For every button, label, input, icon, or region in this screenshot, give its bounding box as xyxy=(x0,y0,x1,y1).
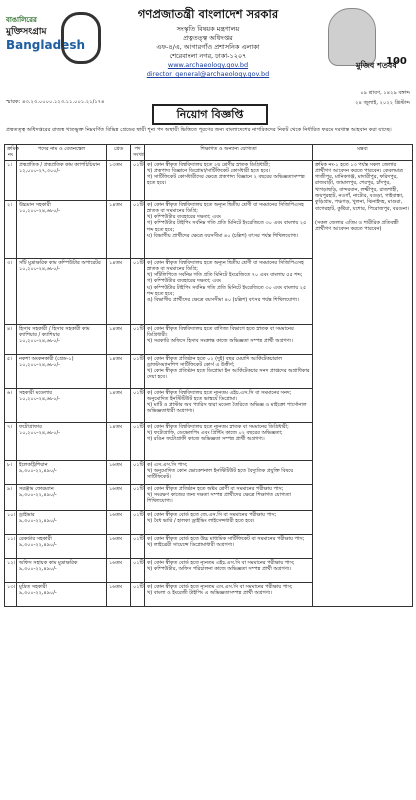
row-grade: ১৬তম xyxy=(107,484,131,510)
row-grade: ১৪তম xyxy=(107,258,131,324)
row-serial: ১২। xyxy=(5,558,17,582)
row-post-cell xyxy=(17,582,107,606)
row-qualification xyxy=(145,422,313,460)
row-post-cell xyxy=(17,460,107,484)
qualification-line: ক) কোন স্বীকৃত বিশ্ববিদ্যালয় হতে ন্যূনতম স্নাতক বা সমমানের ডিগ্রিধারী; xyxy=(147,423,289,430)
logo-mid-text: মুক্তিসংগ্রাম xyxy=(6,27,47,37)
qualification-line: ক) কোন স্বীকৃত বোর্ড হতে জে.এস.সি বা সমমানের পরীক্ষায় পাস; xyxy=(147,511,277,518)
row-post-cell xyxy=(17,558,107,582)
logo-top-text: বাঙালিরের xyxy=(6,16,37,24)
row-qualification xyxy=(145,258,313,324)
qualification-line: খ) লাইব্রেরী সায়েন্সে ডিপ্লোমাধারী অগ্রগণ্য। xyxy=(147,541,235,548)
qualification-line: ক) কোন স্বীকৃত প্রতিষ্ঠান হতে ০২ (দুই) বছর মেয়াদি আর্কিটেকচারাল ড্রাফটসম্যানশিপ সার্টিফিকেট কোর্স এ উত্তীর্ণ; xyxy=(147,355,282,368)
intro-paragraph: প্রত্নতত্ত্ব অধিদপ্তরের রাজস্ব খাতভুক্ত নিম্নবর্ণিত বিভিন্ন গ্রেডের স্থায়ী শূন্য পদ অস্থায়ী ভিত্তিতে পূরণের জন্য বাংলাদেশের নাগরিকদের নিকট থেকে নির্ধারিত ফরমে দরখাস্ত আহবান করা যাচ্ছে। xyxy=(6,127,392,133)
row-pay-scale: ৯,৩০০-২২,৪৯০/- xyxy=(19,491,57,498)
header-remarks: মন্তব্য xyxy=(313,145,413,161)
row-qualification xyxy=(145,484,313,510)
portrait-icon xyxy=(328,8,376,66)
qualification-line: খ) প্রত্নপাদ্য বিজ্ঞানে ডিপ্লোমা/সার্টিফিকেট কোর্সধারী হতে হবে। xyxy=(147,167,270,174)
qualification-line: ক) কোন স্বীকৃত বিশ্ববিদ্যালয় হতে অন্যূন দ্বিতীয় শ্রেণী বা সমমানের সিজিপিএসহ স্নাতক বা সমমানের ডিগ্রি; xyxy=(147,259,304,272)
row-count: ০১টি xyxy=(131,258,145,324)
office-heading xyxy=(104,6,312,79)
row-post-name: সাঁট মুদ্রাক্ষরিক কাম কম্পিউটার অপারেটর xyxy=(19,259,101,266)
header-post: পদের নাম ও বেতনস্কেল xyxy=(17,145,107,161)
row-post-name: ড্রাইভার xyxy=(19,511,35,518)
row-pay-scale: ১০,২০০-২৪,৬৮০/- xyxy=(19,338,60,345)
row-post-cell xyxy=(17,484,107,510)
row-post-name: রেকর্ডার সহকারী xyxy=(19,535,52,542)
qualification-line: গ) রঙিন ফটোগ্রাফী কাজে অভিজ্ঞতা সম্পন্ন প্রার্থী অগ্রগণ্য। xyxy=(147,436,265,443)
row-grade: ১৬তম xyxy=(107,558,131,582)
row-count: ০১টি xyxy=(131,200,145,258)
row-pay-scale: ৯,৩০০-২২,৪৯০/- xyxy=(19,565,57,572)
row-count: ০১টি xyxy=(131,388,145,422)
row-grade: ১৬তম xyxy=(107,582,131,606)
header-count: পদ সংখ্যা xyxy=(131,145,145,161)
qualification-line: ঙ) বিভাগীয় প্রার্থীদের ক্ষেত্রে বয়সসীমা ৪০ (চল্লিশ) বৎসর পর্যন্ত শিথিলযোগ্য। xyxy=(147,297,299,304)
row-post-cell xyxy=(17,422,107,460)
row-post-cell xyxy=(17,324,107,354)
row-qualification xyxy=(145,354,313,388)
remarks-cell xyxy=(313,160,413,606)
row-qualification xyxy=(145,534,313,558)
row-pay-scale: ১০,২০০-২৪,৬৮০/- xyxy=(19,361,60,368)
remarks-text: ক্রমিক নং-১ হতে ১৩ পর্যন্ত সকল জেলার প্রার্থীগণ আবেদন করতে পারবেন। কেবলমাত্র গাজীপুর, মানিকগঞ্জ, মাদারীপুর, ফরিদপুর, রাজবাড়ী, জামালপুর, শেরপুর, চাঁদপুর, খাগড়াছড়ি, বান্দরবান, লক্ষ্মীপুর, রাজশাহী, জয়পুরহাট, নওগাঁ, নাটোর, বগুড়া, গাইবান্ধা, কুড়িগ্রাম, পঞ্চগড়, খুলনা, ঝিনাইদহ, মাগুরা, বাগেরহাট, কুষ্টিয়া, যশোর, পিরোজপুর, বরগুনা। xyxy=(315,161,409,212)
row-serial: ৭। xyxy=(5,422,17,460)
memo-number: স্মারক: ৪৩.২৩.০০০০.১২৩.১১.০০১.২১/১৭৪ xyxy=(6,99,105,105)
date-english: ২৪ জুলাই, ২০২২ খ্রিস্টাব্দ xyxy=(355,100,410,106)
qualification-line: ক) এস.এস.সি পাস; xyxy=(147,461,188,468)
row-post-name: ফটোগ্রাফার xyxy=(19,423,42,430)
qualification-line: খ) সরকারি অফিসে হিসাব সংক্রান্ত কাজে অভিজ্ঞতা সম্পন্ন প্রার্থী অগ্রগণ্য। xyxy=(147,338,293,345)
qualification-line: খ) সংরক্ষণ কাজের জন্য দক্ষতা সম্পন্ন প্রার্থীদের ক্ষেত্রে শিক্ষাগত যোগ্যতা শিথিলযোগ্য। xyxy=(147,491,291,505)
portrait-label: মুজিব শতবর্ষ xyxy=(356,61,397,70)
job-circular-page xyxy=(4,4,412,796)
row-pay-scale: ১০,২০০-২৪,৬৮০/- xyxy=(19,395,60,402)
row-pay-scale: ৯,৩০০-২২,৪৯০/- xyxy=(19,541,57,548)
bangladesh-50-logo xyxy=(6,8,98,78)
row-pay-scale: ১০,২০০-২৪,৬৮০/- xyxy=(19,429,60,436)
row-grade: ১৬তম xyxy=(107,510,131,534)
qualification-line: ক) কোন স্বীকৃত প্রতিষ্ঠান হতে অষ্টম শ্রেণী বা সমমানের পরীক্ষায় পাস; xyxy=(147,485,284,492)
qualification-line: গ) কম্পিউটার টাইপিং সর্বনিম্ন গতি প্রতি মিনিটে ইংরেজিতে ৩০ এবং বাংলায় ২৫ শব্দ হতে হবে; xyxy=(147,220,307,233)
qualification-line: খ) কম্পিউটার, অফিস পরিচালনা কাজে অভিজ্ঞতা সম্পন্ন প্রার্থী অগ্রগণ্য। xyxy=(147,565,291,572)
website-link[interactable]: www.archaeology.gov.bd xyxy=(167,61,249,69)
qualification-line: ক) কোন স্বীকৃত বোর্ড হতে ন্যূনতম এস.এস.সি বা সমমানের পরীক্ষায় পাস; xyxy=(147,583,293,590)
row-qualification xyxy=(145,510,313,534)
row-serial: ১০। xyxy=(5,510,17,534)
qualification-line: খ) কম্পিউটার ব্যবহারের দক্ষতা; এবং xyxy=(147,214,222,221)
row-serial: ৩। xyxy=(5,258,17,324)
header-sl: ক্রমিক নং xyxy=(5,145,17,161)
row-post-name: ইলেকট্রিশিয়ান xyxy=(19,461,48,468)
header xyxy=(4,4,412,102)
qualification-line: ক) কোন স্বীকৃত বিশ্ববিদ্যালয় হতে অন্যূন দ্বিতীয় শ্রেণী বা সমমানের সিজিপিএসহ স্নাতক বা সমমানের ডিগ্রি; xyxy=(147,201,304,214)
row-serial: ২। xyxy=(5,200,17,258)
row-serial: ৮। xyxy=(5,460,17,484)
table-row xyxy=(5,160,413,200)
row-grade: ১৪তম xyxy=(107,422,131,460)
row-pay-scale: ১০,২০০-২৪,৬৮০/- xyxy=(19,265,60,272)
row-post-name: অফিস সহায়ক কাম মুদ্রাক্ষরিক xyxy=(19,559,78,566)
table-header-row xyxy=(5,145,413,161)
row-count: ০১টি xyxy=(131,324,145,354)
row-post-name: সহকারী মডেলার xyxy=(19,389,53,396)
department-name: প্রত্নতত্ত্ব অধিদপ্তর xyxy=(183,34,233,42)
row-count: ০১টি xyxy=(131,422,145,460)
row-post-name: উচ্চমান সহকারী xyxy=(19,201,51,208)
row-count: ০১টি xyxy=(131,460,145,484)
row-pay-scale: ৯,৩০০-২২,৪৯০/- xyxy=(19,589,57,596)
qualification-line: খ) বাংলা ও ইংরেজী টাইপিং এ অভিজ্ঞতাসম্পন্ন প্রার্থী অগ্রগণ্য। xyxy=(147,589,273,596)
qualification-line: খ) বৈধ ভারি / হালকা ড্রাইভিং লাইসেন্সধারী হতে হবে। xyxy=(147,517,255,524)
row-qualification xyxy=(145,160,313,200)
row-post-cell xyxy=(17,388,107,422)
row-pay-scale: ৯,৩০০-২২,৪৯০/- xyxy=(19,467,57,474)
row-post-cell xyxy=(17,534,107,558)
row-grade: ১৪তম xyxy=(107,354,131,388)
row-serial: ৫। xyxy=(5,354,17,388)
row-pay-scale: ১০,২০০-২৪,৬৮০/- xyxy=(19,207,60,214)
row-count: ০১টি xyxy=(131,534,145,558)
row-post-cell xyxy=(17,160,107,200)
row-grade: ১৩তম xyxy=(107,160,131,200)
qualification-line: গ) সার্টিফিকেট কোর্সধারীদের ক্ষেত্রে প্রত্নপাদ্য বিজ্ঞানে ২ বছরের অভিজ্ঞতাসম্পন্ন হতে হবে। xyxy=(147,174,305,187)
row-post-name: প্রত্নপ্রতিক / প্রত্নপ্রতিক কাম ক্যাপচিচিয়ান xyxy=(19,161,100,168)
qualification-line: ঘ) কম্পিউটার টাইপিং সর্বনিম্ন গতি প্রতি মিনিটে ইংরেজিতে ৩০ এবং বাংলায় ২৫ শব্দ হতে হবে; xyxy=(147,284,307,298)
qualification-line: ক) কোন স্বীকৃত বোর্ড হতে উচ্চ মাধ্যমিক সার্টিফিকেট বা সমমানের পরীক্ষায় পাস; xyxy=(147,535,305,542)
job-table xyxy=(4,144,413,607)
row-count: ০১টি xyxy=(131,160,145,200)
qualification-line: খ) কোন স্বীকৃত প্রতিষ্ঠান হতে ডিপ্লোমা ইন আর্কিটেকচার সনদ প্রাপ্তদের অগ্রাধিকার দেয়া হবে। xyxy=(147,368,310,381)
row-qualification xyxy=(145,558,313,582)
row-qualification xyxy=(145,582,313,606)
row-serial: ১১। xyxy=(5,534,17,558)
gov-title: গণপ্রজাতন্ত্রী বাংলাদেশ সরকার xyxy=(137,7,279,21)
row-serial: ৯। xyxy=(5,484,17,510)
row-serial: ৪। xyxy=(5,324,17,354)
row-post-cell xyxy=(17,354,107,388)
row-count: ০১টি xyxy=(131,558,145,582)
row-post-cell xyxy=(17,258,107,324)
row-grade: ১৪তম xyxy=(107,388,131,422)
row-grade: ১৬তম xyxy=(107,534,131,558)
row-grade: ১৬তম xyxy=(107,460,131,484)
row-post-cell xyxy=(17,200,107,258)
row-post-name: মুদ্রিত সহকারী xyxy=(19,583,47,590)
row-post-name: হিসাব সহকারী / হিসাব সহকারী কাম ক্যাশিয়ার / ক্যাশিয়ার xyxy=(19,325,90,338)
address-line-1: এফ-৪/এ, আগারগাঁও প্রশাসনিক এলাকা xyxy=(156,43,260,51)
row-serial: ৬। xyxy=(5,388,17,422)
ministry-name: সংস্কৃতি বিষয়ক মন্ত্রণালয় xyxy=(176,25,240,33)
row-qualification xyxy=(145,324,313,354)
row-count: ০১টি xyxy=(131,510,145,534)
header-qualification: শিক্ষাগত ও অন্যান্য যোগ্যতা xyxy=(145,145,313,161)
header-grade: গ্রেড xyxy=(107,145,131,161)
row-post-name: নকশা অংকনকারী (গ্রেড-১) xyxy=(19,355,74,362)
row-post-cell xyxy=(17,510,107,534)
address-line-2: শেরেবাংলা নগর, ঢাকা-১২০৭ xyxy=(169,52,247,60)
qualification-line: ক) কোন স্বীকৃত বোর্ড হতে ন্যূনতম এইচ.এস.সি বা সমমানের পরীক্ষায় পাস; xyxy=(147,559,295,566)
mujib-100-logo xyxy=(320,4,410,82)
page-title: নিয়োগ বিজ্ঞপ্তি xyxy=(152,104,268,125)
qualification-line: খ) সাঁটলিপিতে সর্বনিম্ন গতি প্রতি মিনিটে ইংরেজিতে ৭০ এবং বাংলায় ৫৫ শব্দ; xyxy=(147,272,303,279)
qualification-line: ক) কোন স্বীকৃত বিশ্ববিদ্যালয় হতে ২য় শ্রেণীর স্নাতক ডিগ্রিধারী; xyxy=(147,161,271,168)
remarks-note: (সকল জেলার এতিম ও শারীরিক প্রতিবন্ধী প্রার্থীগণ আবেদন করতে পারবেন) xyxy=(315,219,399,233)
qualification-line: খ) মাটি ও প্লাস্টার অব প্যারিস দ্বারা মডেল তৈরিতে অভিজ্ঞ ও মাইক্রো পার্সোনাল অভিজ্ঞতাধারী অগ্রগণ্য। xyxy=(147,402,307,415)
row-grade: ১৪তম xyxy=(107,324,131,354)
row-post-name: সরঞ্জাম ফোরম্যান xyxy=(19,485,54,492)
qualification-line: গ) কম্পিউটার ব্যবহারের দক্ষতা; এবং xyxy=(147,278,222,285)
row-serial: ১। xyxy=(5,160,17,200)
row-qualification xyxy=(145,200,313,258)
qualification-line: ক) কোন স্বীকৃত বিশ্ববিদ্যালয় হতে ন্যূনতম এইচ.এস.সি বা সমমানের সনদ; অনুমোদিত ইনস্টিটিউট হতে ভাস্কর্যে ডিপ্লোমা। xyxy=(147,389,292,402)
row-qualification xyxy=(145,460,313,484)
row-pay-scale: ১২,০০০-২৭,৩০০/- xyxy=(19,167,60,174)
row-qualification xyxy=(145,388,313,422)
email-link[interactable]: director_general@archaeology.gov.bd xyxy=(146,70,270,78)
row-count: ০১টি xyxy=(131,484,145,510)
row-count: ০১টি xyxy=(131,354,145,388)
logo-50-ring-icon xyxy=(61,12,101,64)
qualification-line: ঘ) বিভাগীয় প্রার্থীদের ক্ষেত্রে বয়সসীমা ৪০ (চল্লিশ) বৎসর পর্যন্ত শিথিলযোগ্য। xyxy=(147,233,299,240)
logo-word: Bangladesh xyxy=(6,38,86,52)
row-pay-scale: ৯,৩০০-২২,৪৯০/- xyxy=(19,517,57,524)
portrait-number: 100 xyxy=(386,56,407,67)
date-bangla: ০৯ শ্রাবণ, ১৪২৯ বঙ্গাব্দ xyxy=(360,90,410,96)
row-grade: ১৪তম xyxy=(107,200,131,258)
qualification-line: খ) অনুমোদিত কোন ভোকেশনাল ইনস্টিটিউট হতে বৈদ্যুতিক প্রযুক্তি বিষয়ে সার্টিফিকেট। xyxy=(147,467,294,481)
row-serial: ১৩। xyxy=(5,582,17,606)
row-count: ০১টি xyxy=(131,582,145,606)
qualification-line: খ) ফটোগ্রাফি, ডেভেলপিং এবং প্রিন্টিং কাজে ০২ বছরের অভিজ্ঞতা; xyxy=(147,429,283,436)
qualification-line: ক) কোন স্বীকৃত বিশ্ববিদ্যালয় হতে বাণিজ্য বিভাগে হতে স্নাতক বা সমমানের ডিগ্রিধারী। xyxy=(147,325,294,338)
